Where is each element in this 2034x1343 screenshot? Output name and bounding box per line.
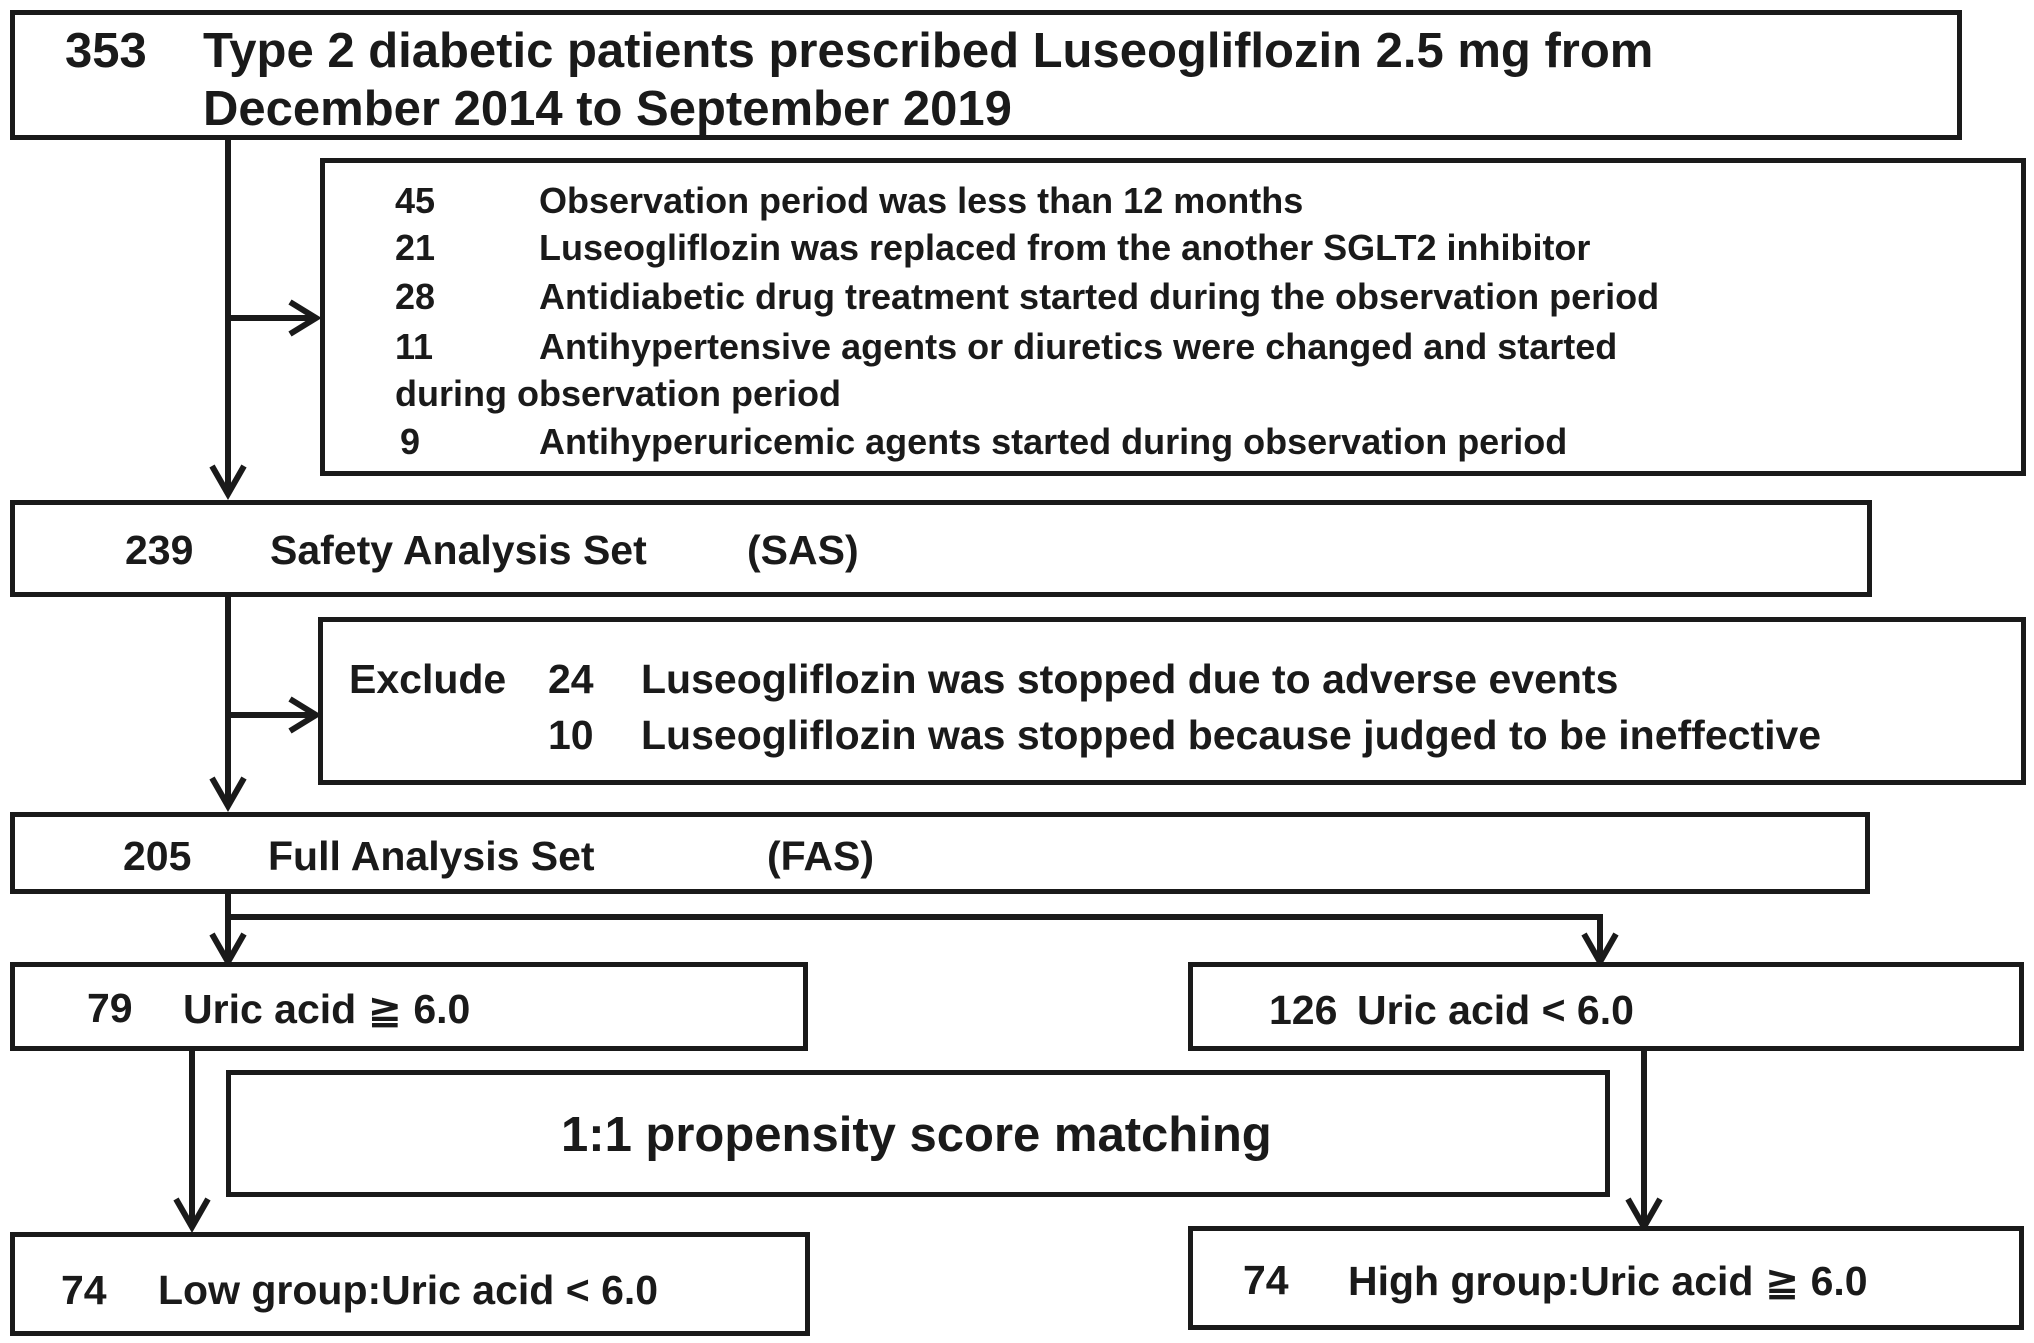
matching-label: 1:1 propensity score matching [561, 1108, 1272, 1162]
fas-count: 205 [123, 833, 192, 879]
matching-box [226, 1070, 1610, 1197]
exclusion1-count-2: 21 [395, 227, 436, 268]
exclusion1-count-5: 9 [400, 421, 421, 462]
enrolled-box [10, 10, 1962, 140]
low-ua-count: 126 [1269, 987, 1338, 1033]
low-group-box [10, 1232, 810, 1336]
high-ua-count: 79 [87, 985, 133, 1031]
exclusion1-text-2: Luseogliflozin was replaced from the another SGLT2 inhibitor [539, 227, 1591, 268]
exclusion1-text-4: Antihypertensive agents or diuretics were changed and started [539, 326, 1618, 367]
sas-count: 239 [125, 527, 194, 573]
exclusion1-text-3: Antidiabetic drug treatment started during the observation period [539, 276, 1660, 317]
exclusion1-count-1: 45 [395, 180, 436, 221]
enrolled-line1: Type 2 diabetic patients prescribed Luseogliflozin 2.5 mg from [203, 24, 1654, 78]
exclusion2-text-2: Luseogliflozin was stopped because judged to be ineffective [641, 712, 1822, 758]
fas-box [10, 812, 1870, 894]
exclusion2-prefix: Exclude [349, 656, 507, 702]
sas-abbr: (SAS) [747, 527, 859, 573]
fas-label: Full Analysis Set [268, 833, 595, 879]
high-group-box [1188, 1226, 2024, 1330]
low-group-count: 74 [61, 1267, 107, 1313]
exclusion1-text-5: Antihyperuricemic agents started during observation period [539, 421, 1568, 462]
exclusion-box-2 [318, 617, 2026, 785]
exclusion2-text-1: Luseogliflozin was stopped due to adverse events [641, 656, 1619, 702]
exclusion1-text-4-continuation: during observation period [395, 373, 842, 414]
high-ua-label: Uric acid ≧ 6.0 [183, 986, 471, 1032]
enrolled-line2: December 2014 to September 2019 [203, 82, 1012, 136]
enrolled-count: 353 [65, 24, 147, 78]
exclusion2-count-1: 24 [548, 656, 594, 702]
low-uric-acid-box [1188, 962, 2024, 1051]
high-group-label: High group:Uric acid ≧ 6.0 [1348, 1258, 1868, 1304]
exclusion-box-1 [320, 158, 2026, 476]
exclusion1-count-3: 28 [395, 276, 436, 317]
exclusion1-count-4: 11 [395, 326, 434, 367]
high-group-count: 74 [1243, 1257, 1289, 1303]
fas-abbr: (FAS) [767, 833, 875, 879]
sas-label: Safety Analysis Set [270, 527, 647, 573]
high-uric-acid-box [10, 962, 808, 1051]
exclusion1-text-1: Observation period was less than 12 months [539, 180, 1304, 221]
exclusion2-count-2: 10 [548, 712, 594, 758]
low-ua-label: Uric acid < 6.0 [1357, 987, 1634, 1033]
low-group-label: Low group:Uric acid < 6.0 [158, 1267, 659, 1313]
sas-box [10, 500, 1872, 597]
